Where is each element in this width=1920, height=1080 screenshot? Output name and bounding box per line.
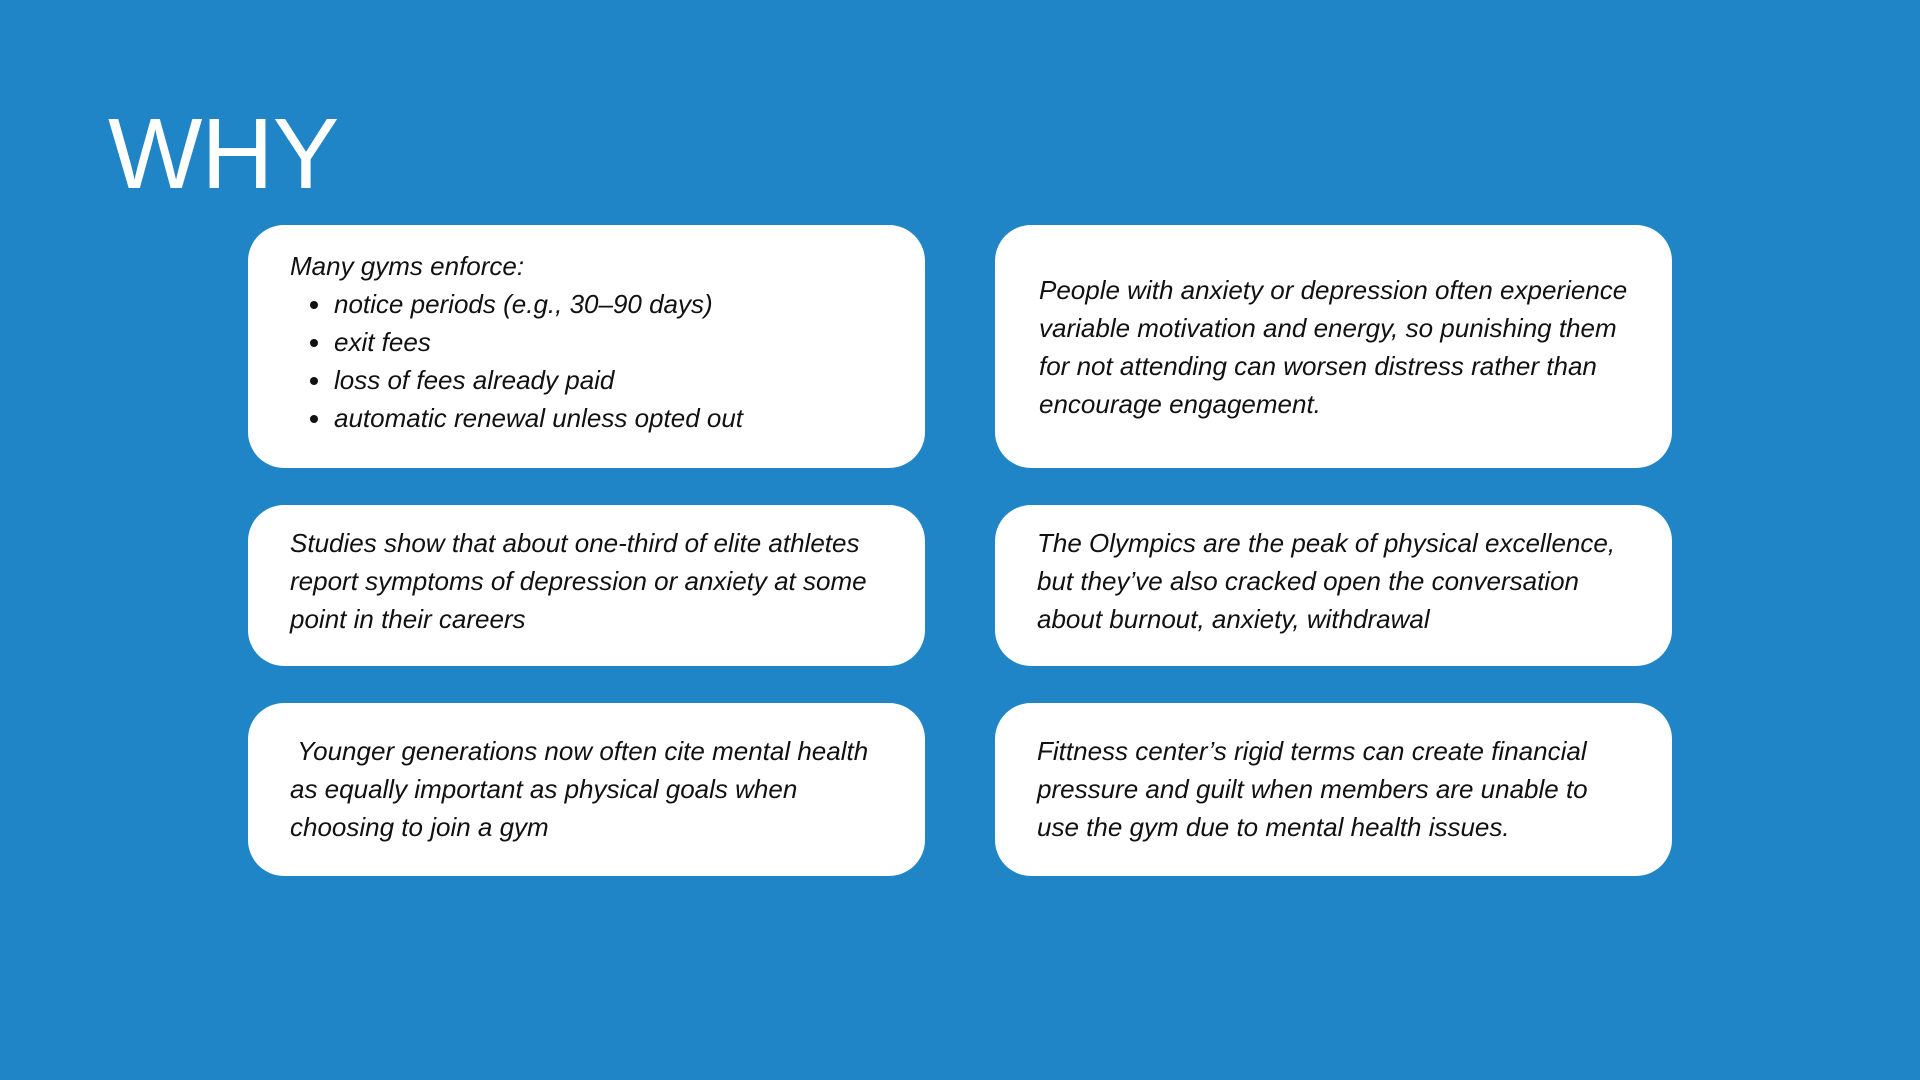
card-intro: Many gyms enforce: bbox=[290, 251, 525, 281]
list-item: loss of fees already paid bbox=[290, 361, 885, 399]
card-text: Younger generations now often cite mental health as equally important as physical goals when choosing to join a gym bbox=[290, 736, 876, 842]
list-item: notice periods (e.g., 30–90 days) bbox=[290, 285, 885, 323]
list-item: automatic renewal unless opted out bbox=[290, 399, 885, 437]
policy-list bbox=[290, 285, 885, 437]
card-rigid-terms bbox=[995, 703, 1672, 876]
card-text: The Olympics are the peak of physical excellence, but they’ve also cracked open the conversation about burnout, anxiety, withdrawal bbox=[1037, 528, 1616, 634]
card-younger-generations bbox=[248, 703, 925, 876]
card-gym-policies bbox=[248, 225, 925, 468]
card-elite-athletes bbox=[248, 505, 925, 666]
slide-title: WHY bbox=[108, 98, 339, 210]
card-text: People with anxiety or depression often experience variable motivation and energy, so punishing them for not attending can worsen distress rather than encourage engagement. bbox=[1039, 274, 1628, 419]
list-item: exit fees bbox=[290, 323, 885, 361]
card-text: Fittness center’s rigid terms can create financial pressure and guilt when members are unable to use the gym due to mental health issues. bbox=[1037, 736, 1588, 842]
card-olympics bbox=[995, 505, 1672, 666]
card-text: Studies show that about one-third of elite athletes report symptoms of depression or anxiety at some point in their careers bbox=[290, 528, 867, 634]
card-anxiety-motivation bbox=[995, 225, 1672, 468]
